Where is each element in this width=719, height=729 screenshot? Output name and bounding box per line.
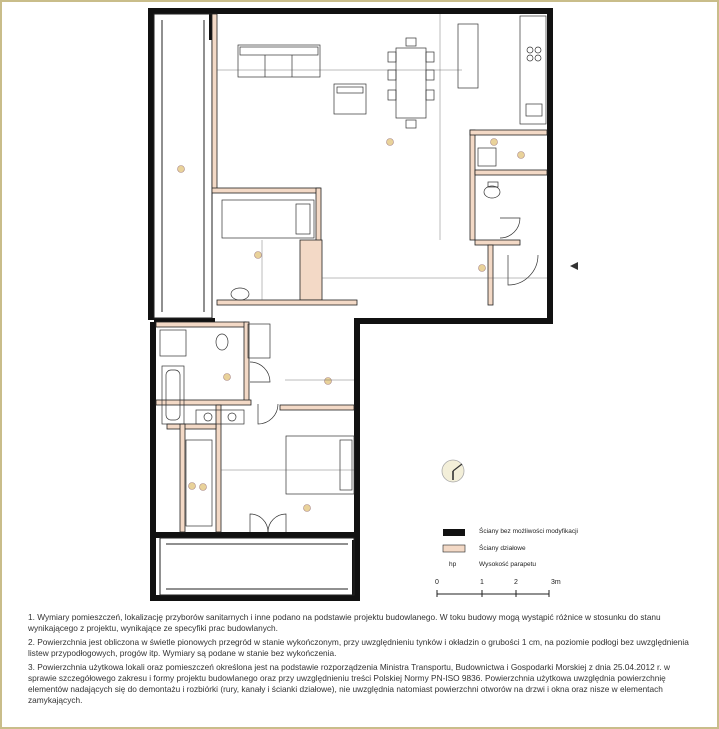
door-entrance [508, 255, 538, 285]
room-marker-corridor [325, 378, 332, 385]
partition-wc-bottom [475, 240, 520, 245]
bed-1 [222, 200, 314, 238]
partition-bed2-top [280, 405, 354, 410]
bathtub [162, 366, 184, 424]
wall-bottom [150, 595, 360, 601]
dining-table [396, 48, 426, 118]
doors [250, 218, 538, 532]
wc-toilet [484, 186, 500, 198]
partition-bedroom1-top [212, 188, 320, 193]
legend-text-parapet: Wysokość parapetu [479, 561, 537, 568]
partition-bath-bottom [156, 400, 251, 405]
wc-sink [478, 148, 496, 166]
entrance-arrow [570, 262, 578, 270]
room-marker-living [387, 139, 394, 146]
note-1: 1. Wymiary pomieszczeń, lokalizację przyborów sanitarnych i inne podano na podstawie projektu budowlanego. W toku budowy mogą wystąpić różnice w stosunku do stanu wynikającego z projektu, wynikające ze specyfiki prac budowlanych. [28, 612, 661, 633]
legend-text-partition: Ściany działowe [479, 545, 526, 552]
legend-symbols [443, 529, 465, 552]
armchair [334, 84, 366, 114]
note-2: 2. Powierzchnia jest obliczona w świetle pionowych przegród w stanie wykończonym, przy uwzględnieniu tynków i okładzin o grubości 1 cm, na poziomie podłogi bez uwzględnienia listew przypodłogowych, progów itp. Wymiary są podane w stanie bez wykończenia. [28, 637, 689, 658]
wall-left-upper [148, 8, 154, 320]
partition-closet [300, 240, 322, 300]
wall-lower-right [354, 318, 360, 540]
compass [442, 460, 464, 482]
room-marker-bath [224, 374, 231, 381]
room-marker-closet [200, 484, 207, 491]
room-marker-bedroom1 [255, 252, 262, 259]
room-marker-balcony [178, 166, 185, 173]
partition-closet2-v [180, 424, 185, 532]
partition-kitchen-v [470, 130, 475, 240]
note-3: 3. Powierzchnia użytkowa lokali oraz pomieszczeń określona jest na podstawie rozporządzenia Ministra Transportu, Budownictwa i Gospodarki Morskiej z dnia 25.04.2012 r. w sprawie szczegółowego zakresu i formy projektu budowlanego oraz przy uwzględnieniu treści Polskiej Normy PN-ISO 9836. Powierzchnia użytkowa uwzględnia powierzchnię elementów nadających się do demontażu i rozbiórki (rury, kanały i ścianki działowe), nie uwzględnia natomiast powierzchni otworów na drzwi i okna oraz nisze w elementach zamykających. [28, 662, 670, 705]
scale-label-2: 2 [514, 579, 518, 586]
partition-living-left [212, 14, 217, 190]
partition-kitchen-h [470, 130, 547, 135]
wall-core-2 [156, 532, 360, 538]
legend-parapet-symbol: hp [449, 561, 457, 568]
legend-text-bearing: Ściany bez możliwości modyfikacji [479, 528, 578, 535]
door-loggia-l [250, 514, 268, 532]
door-bedroom2 [258, 404, 278, 424]
scale-label-3: 3m [551, 579, 561, 586]
legend-partition-swatch [443, 545, 465, 552]
shower-area [160, 330, 186, 356]
room-marker-wc [518, 152, 525, 159]
partition-hall-right [488, 245, 493, 305]
wall-lower-right-top [360, 318, 553, 324]
wardrobe-1 [248, 324, 270, 358]
partition-wc-top [475, 170, 547, 175]
scale-label-1: 1 [480, 579, 484, 586]
washbasin [231, 288, 249, 300]
room-marker-hall [479, 265, 486, 272]
sofa [238, 45, 320, 77]
loggia-bottom [160, 538, 354, 595]
partition-bath-top [156, 322, 246, 327]
door-bath [250, 362, 270, 382]
door-loggia-r [268, 514, 286, 532]
partition-closet2 [167, 424, 216, 429]
partition-hall-h [217, 300, 357, 305]
room-marker-kitchen [491, 139, 498, 146]
wall-left-lower [150, 322, 156, 600]
room-marker-bedroom2 [304, 505, 311, 512]
partition-walls [156, 14, 547, 532]
wall-right-upper [547, 8, 553, 322]
bed-2 [286, 436, 354, 494]
legend-bearing-swatch [443, 529, 465, 536]
room-marker-closet2 [189, 483, 196, 490]
scale-bar [437, 590, 549, 597]
toilet-bath [216, 334, 228, 350]
kitchen-island [458, 24, 478, 88]
door-wc [500, 218, 520, 238]
wall-loggia-right [352, 540, 360, 600]
notes [28, 612, 694, 709]
scale-label-0: 0 [435, 579, 439, 586]
wall-top [148, 8, 553, 14]
